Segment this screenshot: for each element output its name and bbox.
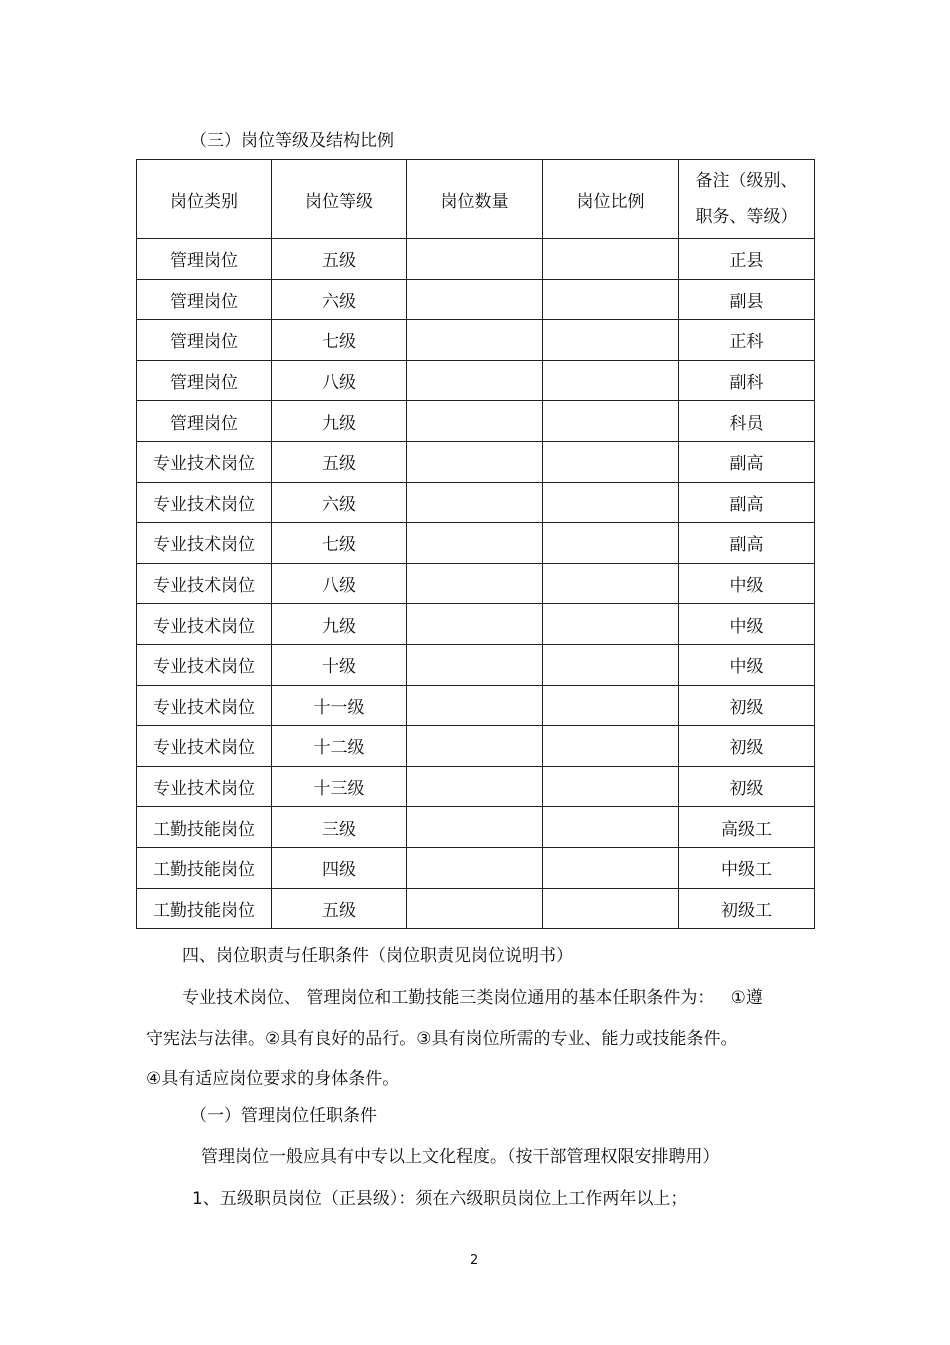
row-ratio-cell <box>543 604 679 645</box>
row-grade-cell: 九级 <box>272 401 407 442</box>
row-note-cell: 中级 <box>679 644 815 685</box>
row-note-cell: 初级 <box>679 766 815 807</box>
row-ratio-cell <box>543 441 679 482</box>
row-grade-cell: 六级 <box>272 279 407 320</box>
row-count-cell <box>407 279 543 320</box>
row-count-cell <box>407 239 543 280</box>
row-count-cell <box>407 441 543 482</box>
subsection-title-1: （一）管理岗位任职条件 <box>190 1106 377 1126</box>
row-count-cell <box>407 888 543 929</box>
row-category-cell: 专业技术岗位 <box>137 644 272 685</box>
table-row <box>137 482 815 523</box>
row-count-cell <box>407 482 543 523</box>
row-count-cell <box>407 644 543 685</box>
table-row <box>137 644 815 685</box>
row-category-cell: 专业技术岗位 <box>137 563 272 604</box>
page-number: 2 <box>470 1253 479 1268</box>
row-ratio-cell <box>543 401 679 442</box>
row-grade-cell: 五级 <box>272 441 407 482</box>
row-ratio-cell <box>543 523 679 564</box>
table-row <box>137 279 815 320</box>
row-ratio-cell <box>543 807 679 848</box>
row-count-cell <box>407 685 543 726</box>
row-count-cell <box>407 604 543 645</box>
row-count-cell <box>407 726 543 767</box>
row-ratio-cell <box>543 644 679 685</box>
row-note-cell: 副高 <box>679 441 815 482</box>
table-row <box>137 360 815 401</box>
row-ratio-cell <box>543 482 679 523</box>
section-title-4: 四、岗位职责与任职条件（岗位职责见岗位说明书） <box>182 946 573 966</box>
row-ratio-cell <box>543 563 679 604</box>
row-category-cell: 专业技术岗位 <box>137 604 272 645</box>
row-grade-cell: 九级 <box>272 604 407 645</box>
row-count-cell <box>407 563 543 604</box>
row-note-cell: 科员 <box>679 401 815 442</box>
row-category-cell: 工勤技能岗位 <box>137 807 272 848</box>
table-row <box>137 888 815 929</box>
row-count-cell <box>407 401 543 442</box>
row-ratio-cell <box>543 239 679 280</box>
row-category-cell: 专业技术岗位 <box>137 482 272 523</box>
row-ratio-cell <box>543 766 679 807</box>
row-grade-cell: 八级 <box>272 360 407 401</box>
table-row <box>137 320 815 361</box>
row-ratio-cell <box>543 726 679 767</box>
row-category-cell: 专业技术岗位 <box>137 726 272 767</box>
row-grade-cell: 四级 <box>272 847 407 888</box>
row-ratio-cell <box>543 279 679 320</box>
row-grade-cell: 五级 <box>272 888 407 929</box>
row-note-cell: 正科 <box>679 320 815 361</box>
header-ratio: 岗位比例 <box>543 160 679 239</box>
row-grade-cell: 三级 <box>272 807 407 848</box>
row-count-cell <box>407 523 543 564</box>
row-ratio-cell <box>543 847 679 888</box>
paragraph-requirements-1: 专业技术岗位、 管理岗位和工勤技能三类岗位通用的基本任职条件为： ①遵 <box>182 988 763 1008</box>
table-row <box>137 563 815 604</box>
paragraph-requirements-2: 守宪法与法律。②具有良好的品行。③具有岗位所需的专业、能力或技能条件。 <box>146 1029 738 1049</box>
paragraph-management-education: 管理岗位一般应具有中专以上文化程度。（按干部管理权限安排聘用） <box>201 1147 720 1167</box>
table-row <box>137 685 815 726</box>
row-grade-cell: 十三级 <box>272 766 407 807</box>
row-count-cell <box>407 360 543 401</box>
row-category-cell: 管理岗位 <box>137 279 272 320</box>
row-ratio-cell <box>543 888 679 929</box>
row-grade-cell: 七级 <box>272 320 407 361</box>
row-count-cell <box>407 847 543 888</box>
table-row <box>137 604 815 645</box>
table-row <box>137 847 815 888</box>
row-note-cell: 中级 <box>679 563 815 604</box>
row-grade-cell: 六级 <box>272 482 407 523</box>
row-category-cell: 专业技术岗位 <box>137 441 272 482</box>
row-category-cell: 管理岗位 <box>137 401 272 442</box>
row-ratio-cell <box>543 320 679 361</box>
paragraph-grade5-condition: 1、五级职员岗位（正县级）：须在六级职员岗位上工作两年以上； <box>192 1189 688 1209</box>
post-grade-table <box>136 159 815 929</box>
header-note-line2: 职务、等级） <box>695 207 798 227</box>
header-note-line1: 备注（级别、 <box>695 171 798 191</box>
row-ratio-cell <box>543 685 679 726</box>
row-category-cell: 专业技术岗位 <box>137 766 272 807</box>
row-note-cell: 中级 <box>679 604 815 645</box>
row-category-cell: 管理岗位 <box>137 360 272 401</box>
row-category-cell: 工勤技能岗位 <box>137 888 272 929</box>
row-ratio-cell <box>543 360 679 401</box>
table-row <box>137 401 815 442</box>
table-row <box>137 441 815 482</box>
row-grade-cell: 十级 <box>272 644 407 685</box>
header-count: 岗位数量 <box>407 160 543 239</box>
row-grade-cell: 十一级 <box>272 685 407 726</box>
row-category-cell: 管理岗位 <box>137 239 272 280</box>
row-grade-cell: 八级 <box>272 563 407 604</box>
section-title-3: （三）岗位等级及结构比例 <box>190 131 394 151</box>
row-grade-cell: 七级 <box>272 523 407 564</box>
row-note-cell: 初级工 <box>679 888 815 929</box>
row-note-cell: 中级工 <box>679 847 815 888</box>
row-note-cell: 初级 <box>679 685 815 726</box>
table-row <box>137 766 815 807</box>
row-count-cell <box>407 766 543 807</box>
row-category-cell: 管理岗位 <box>137 320 272 361</box>
row-category-cell: 专业技术岗位 <box>137 523 272 564</box>
row-note-cell: 副科 <box>679 360 815 401</box>
table-header-row <box>137 160 815 239</box>
row-note-cell: 高级工 <box>679 807 815 848</box>
row-category-cell: 专业技术岗位 <box>137 685 272 726</box>
row-count-cell <box>407 320 543 361</box>
row-grade-cell: 五级 <box>272 239 407 280</box>
table-row <box>137 239 815 280</box>
header-category: 岗位类别 <box>137 160 272 239</box>
table-row <box>137 523 815 564</box>
table-row <box>137 807 815 848</box>
table-row <box>137 726 815 767</box>
row-grade-cell: 十二级 <box>272 726 407 767</box>
header-grade: 岗位等级 <box>272 160 407 239</box>
row-category-cell: 工勤技能岗位 <box>137 847 272 888</box>
row-note-cell: 正县 <box>679 239 815 280</box>
paragraph-requirements-3: ④具有适应岗位要求的身体条件。 <box>146 1069 400 1089</box>
row-note-cell: 副县 <box>679 279 815 320</box>
header-note <box>679 160 815 239</box>
row-note-cell: 副高 <box>679 523 815 564</box>
row-count-cell <box>407 807 543 848</box>
row-note-cell: 副高 <box>679 482 815 523</box>
row-note-cell: 初级 <box>679 726 815 767</box>
